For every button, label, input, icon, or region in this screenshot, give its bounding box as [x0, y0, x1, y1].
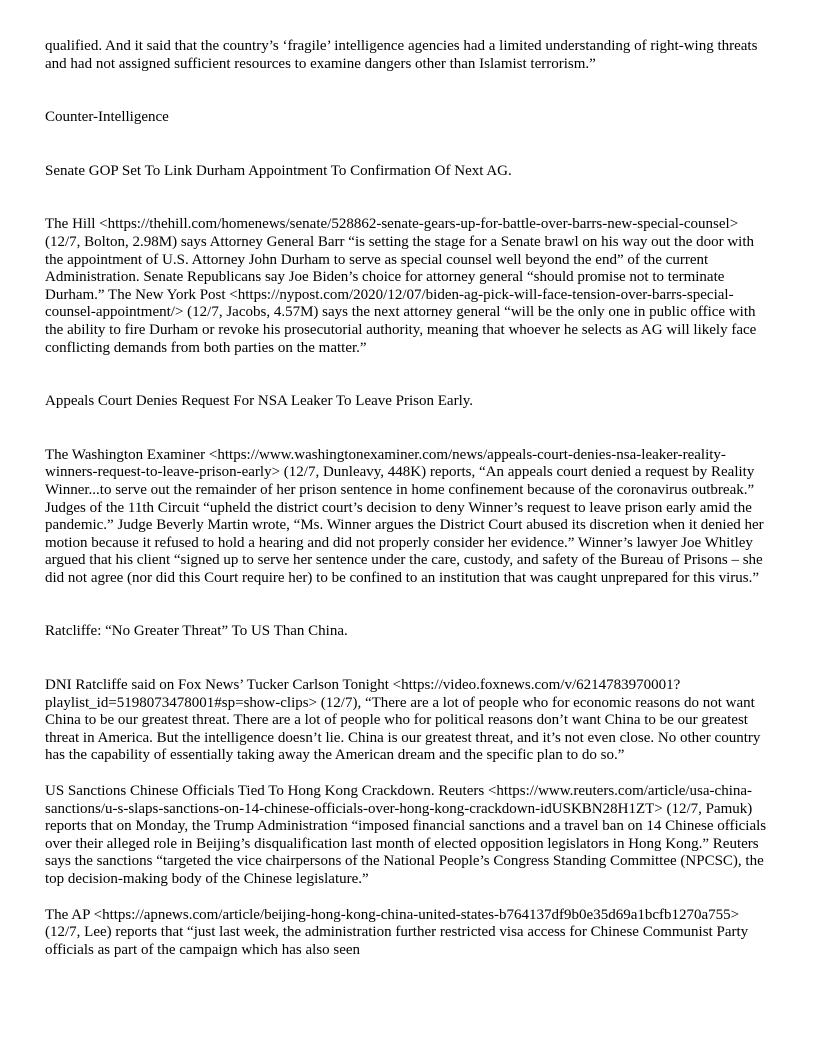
paragraph-ap-visa: The AP <https://apnews.com/article/beijing-hong-kong-china-united-states-b764137df9b0e35d69a1bcfb1270a755> (12/7, Lee) reports that “just last week, the administration further restricted visa access for Chinese Communist Party officials as part of the campaign which has also seen [45, 906, 749, 958]
headline-durham: Senate GOP Set To Link Durham Appointment To Confirmation Of Next AG. [45, 162, 512, 179]
paragraph-hong-kong-sanctions: US Sanctions Chinese Officials Tied To Hong Kong Crackdown. Reuters <https://www.reuters.com/article/usa-china-sanctions/u-s-slaps-sanctions-on-14-chinese-officials-over-hong-kong-crackdown-idUSKBN28H1ZT> (12/7, Pamuk) reports that on Monday, the Trump Administration “imposed financial sanctions and a travel ban on 14 Chinese officials over their alleged role in Beijing’s disqualification last month of elected opposition legislators in Hong Kong.” Reuters says the sanctions “targeted the vice chairpersons of the National People’s Congress Standing Committee (NPCSC), the top decision-making body of the Chinese legislature.” [45, 783, 767, 887]
paragraph-durham: The Hill <https://thehill.com/homenews/senate/528862-senate-gears-up-for-battle-over-barrs-new-special-counsel> (12/7, Bolton, 2.98M) says Attorney General Barr “is setting the stage for a Senate brawl on his way out the door with the appointment of U.S. Attorney John Durham to serve as special counsel well beyond the end” of the current Administration. Senate Republicans say Joe Biden’s choice for attorney general “should promise not to terminate Durham.” The New York Post <https://nypost.com/2020/12/07/biden-ag-pick-will-face-tension-over-barrs-special-counsel-appointment/> (12/7, Jacobs, 4.57M) says the next attorney general “will be the only one in public office with the ability to fire Durham or revoke his prosecutorial authority, meaning that whoever he selects as AG will likely face conflicting demands from both parties on the matter.” [45, 216, 757, 356]
section-heading: Counter-Intelligence [45, 109, 169, 126]
headline-ratcliffe: Ratcliffe: “No Greater Threat” To US Than China. [45, 623, 348, 640]
paragraph-ratcliffe: DNI Ratcliffe said on Fox News’ Tucker Carlson Tonight <https://video.foxnews.com/v/6214783970001?playlist_id=5198073478001#sp=show-clips> (12/7), “There are a lot of people who for economic reasons do not want China to be our greatest threat. There are a lot of people who for political reasons don’t want China to be our greatest threat in America. But the intelligence doesn’t lie. China is our greatest threat, and it’s not even close. No other country has the capability of essentially taking away the American dream and the specific plan to do so.” [45, 677, 761, 764]
paragraph-nsa-leaker: The Washington Examiner <https://www.washingtonexaminer.com/news/appeals-court-denies-nsa-leaker-reality-winners-request-to-leave-prison-early> (12/7, Dunleavy, 448K) reports, “An appeals court denied a request by Reality Winner...to serve out the remainder of her prison sentence in home confinement because of the coronavirus outbreak.” Judges of the 11th Circuit “upheld the district court’s decision to deny Winner’s request to leave prison early amid the pandemic.” Judge Beverly Martin wrote, “Ms. Winner argues the District Court abused its discretion when it denied her motion because it refused to hold a hearing and did not properly consider her evidence.” Winner’s lawyer Joe Whitley argued that his client “signed up to serve her sentence under the care, custody, and safety of the Bureau of Prisons – she did not agree (nor did this Court require her) to be confined to an institution that was caught unprepared for this virus.” [45, 446, 764, 586]
paragraph-continued: qualified. And it said that the country’s ‘fragile’ intelligence agencies had a limited understanding of right-wing threats and had not assigned sufficient resources to examine dangers other than Islamist terrorism.” [45, 38, 758, 72]
headline-nsa-leaker: Appeals Court Denies Request For NSA Leaker To Leave Prison Early. [45, 393, 474, 410]
